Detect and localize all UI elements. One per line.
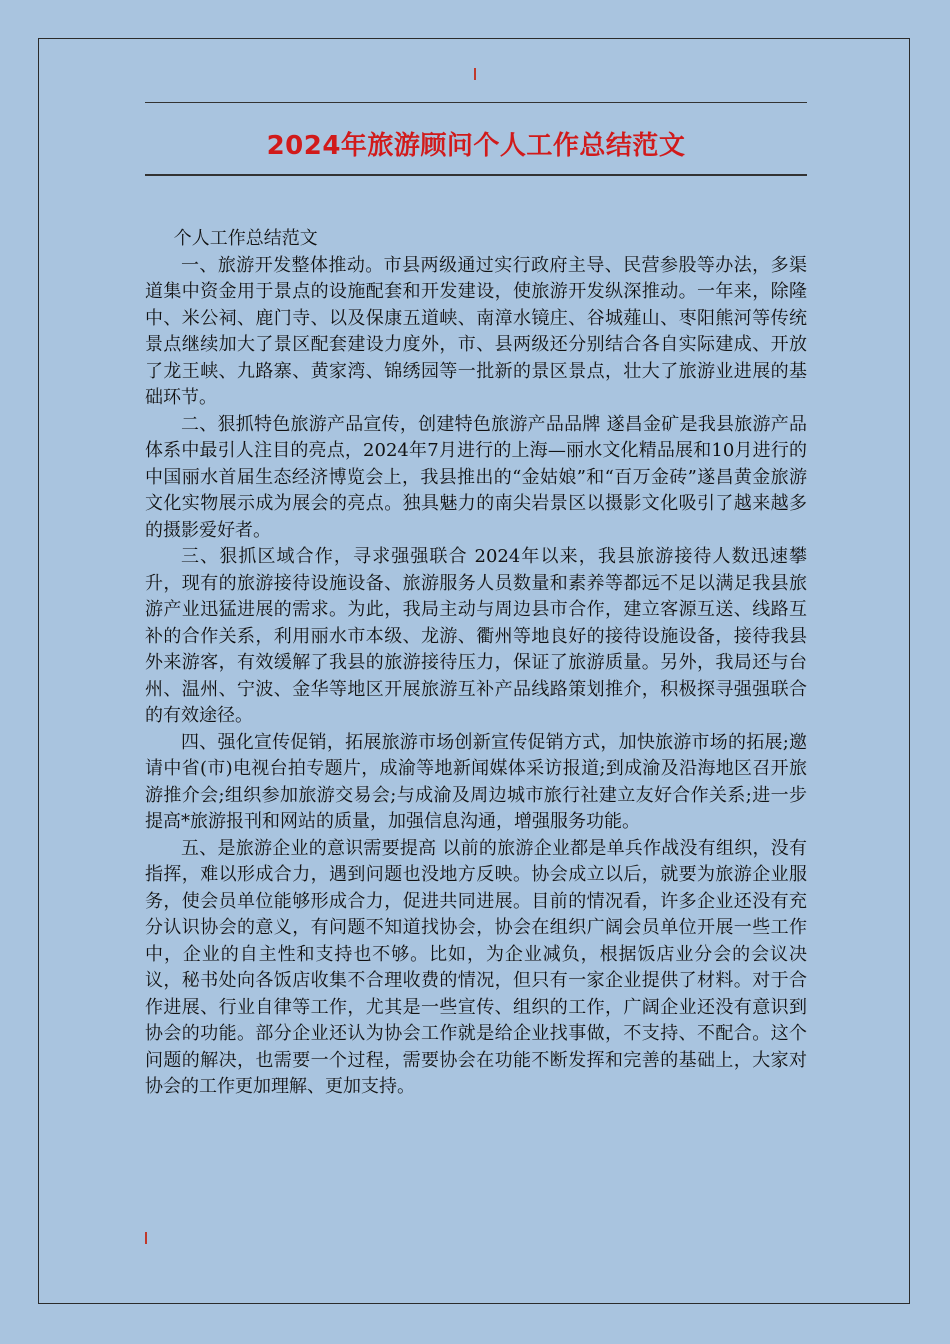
document-body <box>145 226 807 1101</box>
paragraph: 二、狠抓特色旅游产品宣传，创建特色旅游产品品牌 遂昌金矿是我县旅游产品体系中最引人注目的亮点，2024年7月进行的上海—丽水文化精品展和10月进行的中国丽水首届生态经济博览会上，我县推出的“金姑娘”和“百万金砖”遂昌黄金旅游文化实物展示成为展会的亮点。独具魅力的南尖岩景区以摄影文化吸引了越来越多的摄影爱好者。 <box>145 413 807 541</box>
footer-cursor-mark <box>145 1232 147 1244</box>
paragraph: 五、是旅游企业的意识需要提高 以前的旅游企业都是单兵作战没有组织，没有指挥，难以形成合力，遇到问题也没地方反映。协会成立以后，就要为旅游企业服务，使会员单位能够形成合力，促进共同进展。目前的情况看，许多企业还没有充分认识协会的意义，有问题不知道找协会，协会在组织广阔会员单位开展一些工作中，企业的自主性和支持也不够。比如，为企业减负，根据饭店业分会的会议决议，秘书处向各饭店收集不合理收费的情况，但只有一家企业提供了材料。对于合作进展、行业自律等工作，尤其是一些宣传、组织的工作，广阔企业还没有意识到协会的功能。部分企业还认为协会工作就是给企业找事做，不支持、不配合。这个问题的解决，也需要一个过程，需要协会在功能不断发挥和完善的基础上，大家对协会的工作更加理解、更加支持。 <box>145 837 807 1097</box>
document-subtitle: 个人工作总结范文 <box>173 228 318 249</box>
header-cursor-mark <box>474 68 476 80</box>
document-title: 2024年旅游顾问个人工作总结范文 <box>266 131 686 161</box>
header-rule <box>145 102 807 103</box>
paragraph: 四、强化宣传促销，拓展旅游市场创新宣传促销方式，加快旅游市场的拓展;邀请中省(市)电视台拍专题片，成渝等地新闻媒体采访报道;到成渝及沿海地区召开旅游推介会;组织参加旅游交易会;与成渝及周边城市旅行社建立友好合作关系;进一步提高*旅游报刊和网站的质量，加强信息沟通，增强服务功能。 <box>145 731 807 832</box>
title-rule <box>145 174 807 176</box>
paragraph: 三、狠抓区域合作，寻求强强联合 2024年以来，我县旅游接待人数迅速攀升，现有的旅游接待设施设备、旅游服务人员数量和素养等都远不足以满足我县旅游产业迅猛进展的需求。为此，我局主动与周边县市合作，建立客源互送、线路互补的合作关系，利用丽水市本级、龙游、衢州等地良好的接待设施设备，接待我县外来游客，有效缓解了我县的旅游接待压力，保证了旅游质量。另外，我局还与台州、温州、宁波、金华等地区开展旅游互补产品线路策划推介，积极探寻强强联合的有效途径。 <box>145 546 807 726</box>
paragraph: 一、旅游开发整体推动。市县两级通过实行政府主导、民营参股等办法，多渠道集中资金用于景点的设施配套和开发建设，使旅游开发纵深推动。一年来，除隆中、米公祠、鹿门寺、以及保康五道峡、南漳水镜庄、谷城薤山、枣阳熊河等传统景点继续加大了景区配套建设力度外，市、县两级还分别结合各自实际建成、开放了龙王峡、九路寨、黄家湾、锦绣园等一批新的景区景点，壮大了旅游业进展的基础环节。 <box>145 254 807 408</box>
